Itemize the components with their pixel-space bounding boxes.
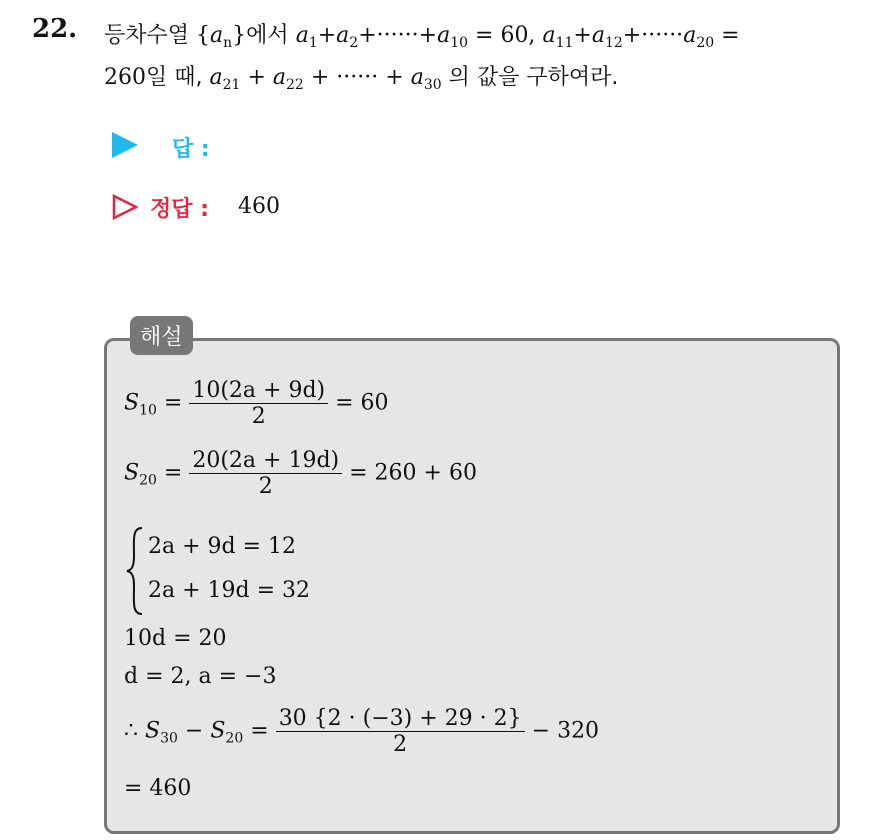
plus-sign: + [358, 23, 377, 48]
plus-sign: + [317, 23, 337, 48]
term-a12-sub: 12 [604, 35, 623, 51]
question-text-ui: 의 값을 구하여라. [448, 65, 619, 90]
plus-sign: + [418, 23, 438, 48]
correct-value: 460 [238, 194, 280, 219]
equation-rhs: − 320 [531, 718, 600, 744]
correct-label: 정답 : [150, 197, 209, 222]
fraction [189, 448, 342, 499]
answer-label: 답 : [172, 137, 210, 162]
seq-brace-close: } [232, 23, 247, 48]
system-brace-icon [124, 526, 146, 616]
term-a11: a [542, 23, 556, 48]
equation-d-a: d = 2, a = −3 [124, 664, 277, 689]
question-text-intro: 등차수열 [104, 23, 190, 48]
term-a20-sub: 20 [696, 35, 715, 51]
equals-sign: = [250, 718, 269, 744]
s20-symbol: S [210, 718, 226, 744]
question-line-2 [104, 60, 618, 93]
fraction [276, 706, 525, 757]
fraction-denominator: 2 [393, 732, 408, 757]
minus-sign: − [184, 718, 204, 744]
term-a30: a [410, 65, 424, 90]
equals-sign: = [163, 390, 183, 416]
s20-symbol: S [124, 460, 140, 486]
fraction-denominator: 2 [258, 474, 273, 499]
term-a12: a [591, 23, 605, 48]
s30-sub: 30 [160, 730, 178, 747]
question-text-eseo: 에서 [246, 23, 289, 48]
equation-s30 [124, 706, 599, 757]
system-equation-1: 2a + 9d = 12 [148, 534, 297, 559]
correct-triangle-icon [112, 194, 138, 220]
term-a10: a [437, 23, 451, 48]
s10-symbol: S [124, 390, 140, 416]
s20-sub: 20 [225, 730, 244, 747]
term-a22-sub: 22 [286, 77, 304, 93]
ellipsis: ······ [336, 65, 379, 90]
plus-sign: + [573, 23, 592, 48]
value-260: 260 [104, 65, 146, 90]
plus-sign: + [622, 23, 642, 48]
term-a2: a [336, 23, 350, 48]
seq-var: a [210, 23, 224, 48]
ellipsis: ······ [376, 23, 419, 48]
term-a21-sub: 21 [222, 77, 241, 93]
term-a1: a [295, 23, 309, 48]
term-a21: a [209, 65, 223, 90]
question-text-il-ttae: 일 때, [146, 65, 203, 90]
s10-sub: 10 [139, 402, 157, 419]
s30-symbol: S [145, 718, 161, 744]
seq-sub: n [223, 35, 233, 51]
fraction [189, 378, 328, 429]
system-equation-2: 2a + 19d = 32 [148, 578, 311, 603]
fraction-denominator: 2 [251, 404, 266, 429]
term-a10-sub: 10 [450, 35, 469, 51]
plus-sign: + [385, 65, 404, 90]
equation-s20 [124, 448, 477, 499]
therefore-symbol: ∴ [124, 718, 138, 744]
seq-brace-open: { [196, 23, 211, 48]
equation-s10 [124, 378, 389, 429]
equation-rhs: = 60 [335, 390, 389, 416]
fraction-numerator: 30 {2 · (−3) + 29 · 2} [276, 706, 525, 732]
term-a30-sub: 30 [423, 77, 442, 93]
equation-10d: 10d = 20 [124, 626, 227, 651]
s20-sub: 20 [139, 472, 157, 489]
term-a2-sub: 2 [349, 35, 359, 51]
question-number: 22. [32, 14, 78, 44]
term-a20: a [683, 23, 697, 48]
plus-sign: + [247, 65, 266, 90]
equals-sign: = [163, 460, 183, 486]
equation-rhs: = 260 + 60 [349, 460, 477, 486]
equals-60: = 60, [475, 23, 536, 48]
equals-sign: = [721, 23, 740, 48]
equation-result: = 460 [124, 776, 192, 801]
ellipsis: ······ [641, 23, 684, 48]
term-a22: a [272, 65, 287, 90]
term-a1-sub: 1 [308, 35, 318, 51]
fraction-numerator: 10(2a + 9d) [189, 378, 328, 404]
question-line-1 [104, 18, 740, 51]
term-a11-sub: 11 [555, 35, 574, 51]
solution-tab: 해설 [130, 316, 193, 355]
answer-triangle-icon [112, 132, 138, 158]
plus-sign: + [310, 65, 330, 90]
fraction-numerator: 20(2a + 19d) [189, 448, 342, 474]
